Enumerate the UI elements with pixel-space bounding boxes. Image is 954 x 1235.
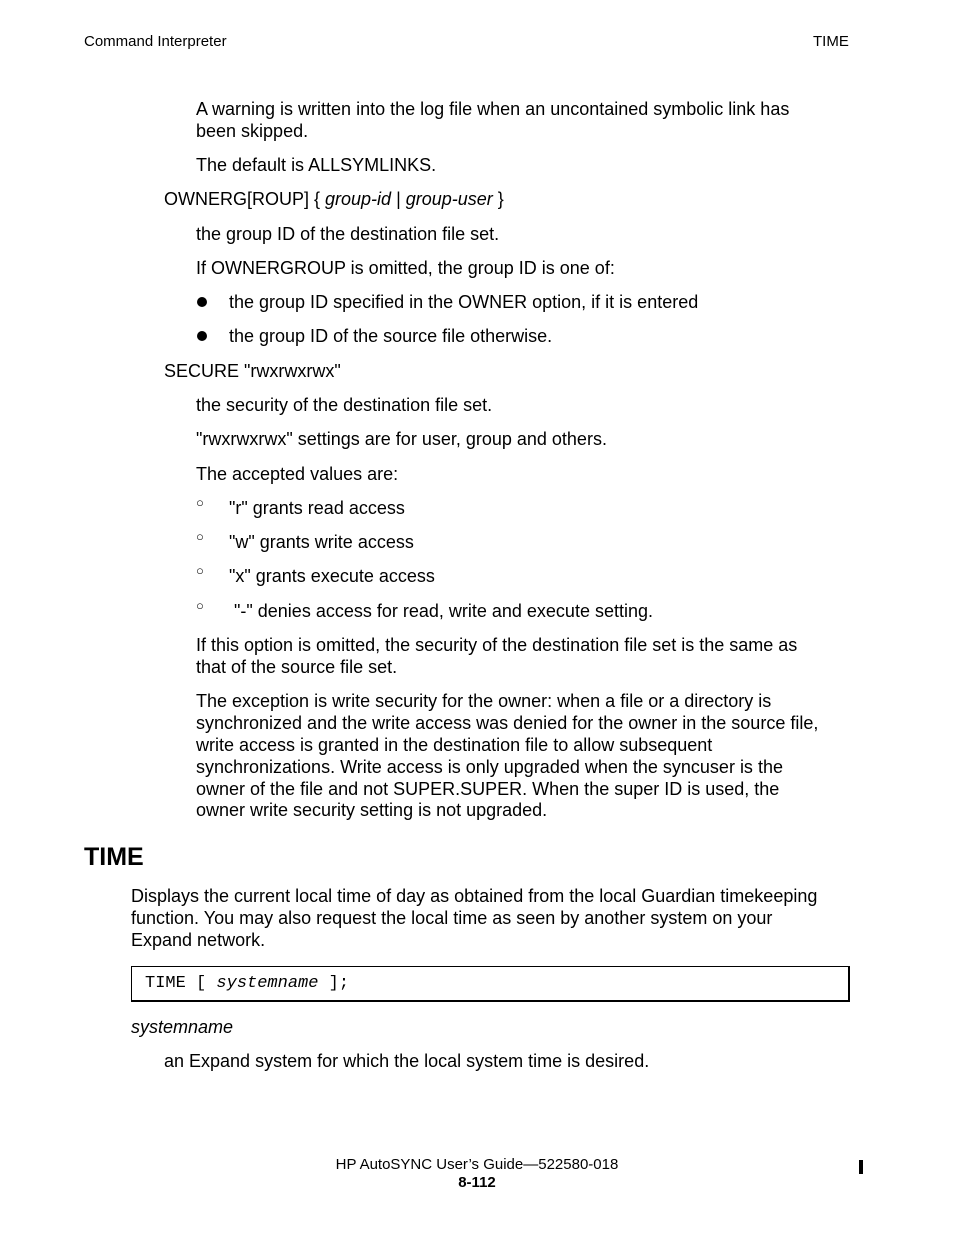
syntax-box — [131, 966, 850, 1002]
time-intro-line3: Expand network. — [131, 930, 266, 950]
ownergroup-bullet-1: the group ID specified in the OWNER option, if it is entered — [229, 292, 699, 312]
running-header-right: TIME — [813, 33, 849, 50]
ownergroup-syntax: OWNERG[ROUP] { group-id | group-user } — [164, 189, 504, 209]
time-intro-line2: function. You may also request the local time as seen by another system on your — [131, 908, 773, 928]
change-bar — [859, 1160, 863, 1174]
time-intro-line1: Displays the current local time of day as obtained from the local Guardian timekeeping — [131, 886, 818, 906]
secure-value-w: "w" grants write access — [229, 532, 414, 552]
hollow-bullet-icon: ○ — [196, 495, 204, 510]
secure-exception-line6: owner write security setting is not upgraded. — [196, 800, 548, 820]
symlink-warning-line1: A warning is written into the log file when an uncontained symbolic link has — [196, 99, 790, 119]
secure-exception-line3: write access is granted in the destination file to allow subsequent — [196, 735, 713, 755]
hollow-bullet-icon: ○ — [196, 529, 204, 544]
ownergroup-desc: the group ID of the destination file set. — [196, 224, 500, 244]
bullet-dot-icon — [197, 331, 207, 341]
hollow-bullet-icon: ○ — [196, 598, 204, 613]
secure-exception-line5: owner of the file and not SUPER.SUPER. When the super ID is used, the — [196, 779, 780, 799]
secure-omitted-line1: If this option is omitted, the security of the destination file set is the same as — [196, 635, 798, 655]
param-systemname: systemname — [131, 1017, 234, 1037]
footer-title: HP AutoSYNC User’s Guide—522580-018 — [335, 1156, 619, 1173]
secure-exception-line2: synchronized and the write access was denied for the owner in the source file, — [196, 713, 819, 733]
systemname-code-param: systemname — [216, 974, 319, 993]
time-syntax-code: TIME [ systemname ]; — [145, 974, 350, 993]
secure-exception-line1: The exception is write security for the owner: when a file or a directory is — [196, 691, 772, 711]
param-systemname-desc: an Expand system for which the local system time is desired. — [164, 1051, 650, 1071]
group-id-param: group-id — [325, 189, 392, 209]
secure-value-r: "r" grants read access — [229, 498, 405, 518]
secure-accepted: The accepted values are: — [196, 464, 399, 484]
secure-desc: the security of the destination file set. — [196, 395, 493, 415]
secure-omitted-line2: that of the source file set. — [196, 657, 398, 677]
section-heading-time: TIME — [84, 843, 144, 871]
secure-settings: "rwxrwxrwx" settings are for user, group and others. — [196, 429, 607, 449]
running-header-left: Command Interpreter — [84, 33, 227, 50]
group-user-param: group-user — [405, 189, 493, 209]
secure-exception-line4: synchronizations. Write access is only upgraded when the syncuser is the — [196, 757, 783, 777]
hollow-bullet-icon: ○ — [196, 563, 204, 578]
symlink-default: The default is ALLSYMLINKS. — [196, 155, 437, 175]
secure-value-x: "x" grants execute access — [229, 566, 435, 586]
secure-value-dash: "-" denies access for read, write and execute setting. — [234, 601, 653, 621]
secure-syntax: SECURE "rwxrwxrwx" — [164, 361, 341, 381]
page-number: 8-112 — [458, 1174, 496, 1191]
bullet-dot-icon — [197, 297, 207, 307]
symlink-warning-line2: been skipped. — [196, 121, 309, 141]
ownergroup-omitted: If OWNERGROUP is omitted, the group ID is one of: — [196, 258, 615, 278]
ownergroup-bullet-2: the group ID of the source file otherwise. — [229, 326, 553, 346]
